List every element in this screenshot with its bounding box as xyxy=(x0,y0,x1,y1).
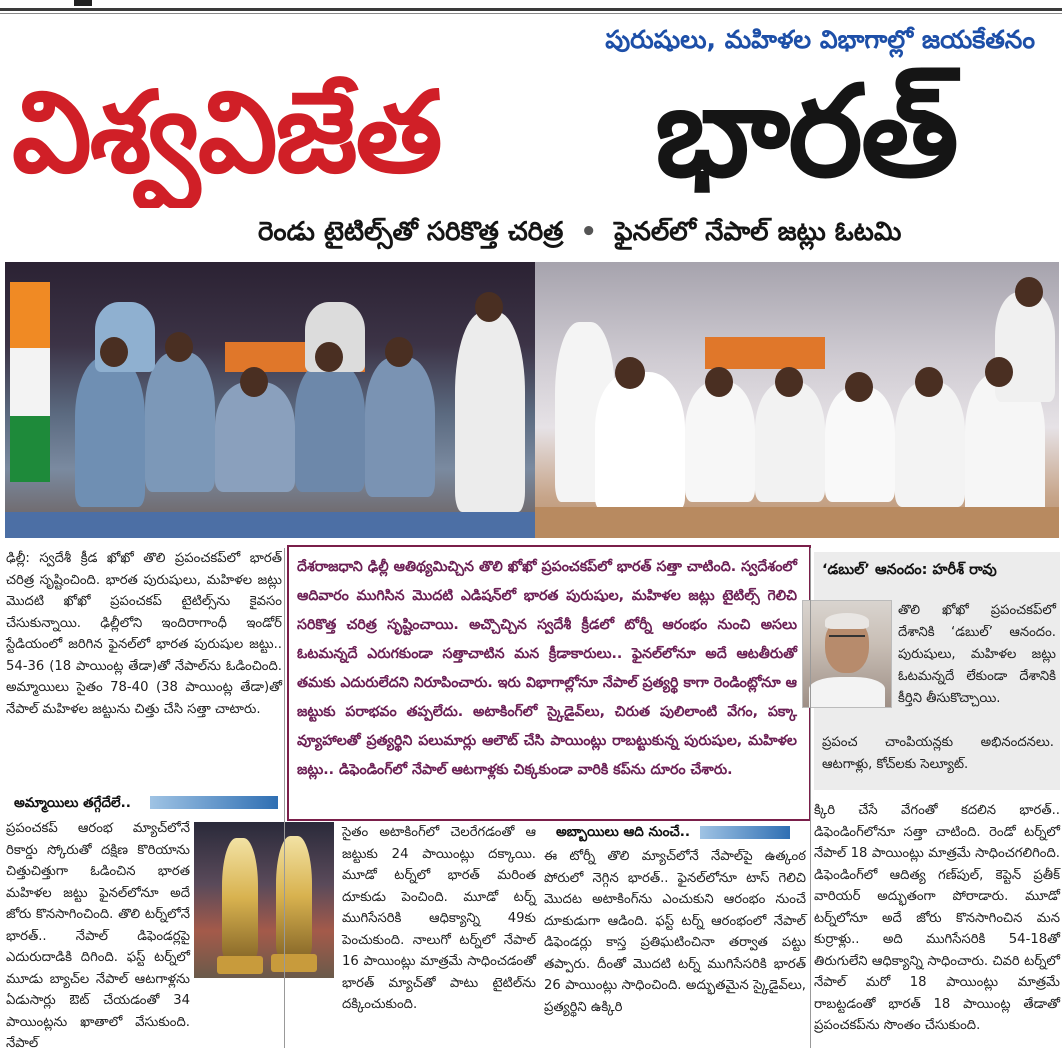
column-divider xyxy=(810,548,811,1048)
girls-section-bar xyxy=(150,796,278,809)
subhead-part2: ఫైనల్‌లో నేపాల్ జట్లు ఓటమి xyxy=(614,217,902,247)
headline-black: భారత్ xyxy=(655,58,957,205)
column-divider xyxy=(284,548,285,1048)
kicker-line: పురుషులు, మహిళల విభాగాల్లో జయకేతనం xyxy=(605,25,1035,54)
boys-section-bar xyxy=(700,826,790,839)
boys-section-heading: అబ్బాయిలు ఆది నుంచే.. xyxy=(556,824,690,840)
men-team-photo xyxy=(5,262,535,538)
girls-paragraph: ప్రపంచకప్ ఆరంభ మ్యాచ్‌లోనే రికార్డు స్కోరుతో దక్షిణ కొరియాను చిత్తుచిత్తుగా ఓడించిన భారత మహిళల జట్టు ఫైనల్‌లోనూ అదే జోరు కొనసాగించింది. తొలి టర్న్‌లోనే భారత్.. నేపాల్ డిఫెండర్లపై ఎదురుదాడికి దిగింది. ఫస్ట్ టర్న్‌లో మూడు బ్యాచ్‌ల నేపాల్ ఆటగాళ్లను ఏడుసార్లు ఔట్ చేయడంతో 34 పాయింట్లను ఖాతాలో వేసుకుంది. నేపాల్ xyxy=(6,821,190,1051)
boys-paragraph: ఈ టోర్నీ తొలి మ్యాచ్‌లోనే నేపాల్‌పై ఉత్కంఠ పోరులో నెగ్గిన భారత్.. ఫైనల్‌లోనూ టాస్ గెలిచి మొదట అటాకింగ్‌ను ఎంచుకుని ఆరంభం నుంచే దూకుడుగా ఆడింది. ఫస్ట్ టర్న్ ఆరంభంలో నేపాల్ డిఫెండర్లు కాస్త ప్రతిఘటించినా తర్వాత పట్టు తప్పారు. దీంతో మొదటి టర్న్ ముగిసేసరికి భారత్ 26 పాయింట్లు సాధించింది. అద్భుతమైన స్కైడైవ్‌లు, ప్రత్యర్థిని ఉక్కిరి xyxy=(544,849,806,1015)
lead-box xyxy=(287,545,811,821)
indian-flag-image xyxy=(10,282,50,482)
harish-rao-photo xyxy=(802,600,892,708)
subhead-part1: రెండు టైటిల్స్‌తో సరికొత్త చరిత్ర xyxy=(258,217,564,247)
harish-rao-quote-cont: ప్రపంచ చాంపియన్లకు అభినందనలు. ఆటగాళ్లు, కోచ్‌లకు సెల్యూట్. xyxy=(822,735,1054,772)
harish-rao-box xyxy=(814,552,1060,790)
girls-section-heading: అమ్మాయిలు తగ్గేదేలే.. xyxy=(14,795,131,811)
subheadline xyxy=(258,210,1058,254)
page-top-rule xyxy=(0,0,1062,14)
harish-rao-quote: తొలి ఖోఖో ప్రపంచకప్‌లో దేశానికి ‘డబుల్’ ఆనందం. పురుషులు, మహిళల జట్లు ఓటమన్నదే లేకుండా దేశానికి కీర్తిని తీసుకొచ్చాయి. xyxy=(898,603,1056,706)
women-team-photo xyxy=(535,262,1059,538)
headline-red: విశ్వవిజేత xyxy=(12,68,441,198)
subhead-separator: • xyxy=(580,217,598,247)
lead-box-text: దేశరాజధాని ఢిల్లీ ఆతిథ్యమిచ్చిన తొలి ఖోఖో ప్రపంచకప్‌లో భారత్ సత్తా చాటింది. స్వదేశంలో ఆదివారం ముగిసిన మొదటి ఎడిషన్‌లో భారత పురుషుల, మహిళల జట్లు టైటిల్స్ గెలిచి సరికొత్త చరిత్ర సృష్టించాయి. అచ్చొచ్చిన స్వదేశీ క్రీడలో టోర్నీ ఆరంభం నుంచి అసలు ఓటమన్నదే ఎరుగకుండా సత్తాచాటిన మన క్రీడాకారులు.. ఫైనల్‌లోనూ అదే ఆటతీరుతో తమకు ఎదురులేదని నిరూపించారు. ఇరు విభాగాల్లోనూ నేపాల్ ప్రత్యర్థి కాగా రెండింట్లోనూ ఆ జట్టుకు పరాభవం తప్పలేదు. అటాకింగ్‌లో స్కైడైవ్‌లు, చిరుత పులిలాంటి వేగం, పక్కా వ్యూహాలతో ప్రత్యర్థిని పలుమార్లు ఆలౌట్ చేసి పాయింట్లు రాబట్టుకున్న పురుషుల, మహిళల జట్లు.. డిఫెండింగ్‌లో నేపాల్ ఆటగాళ్లకు చిక్కకుండా వారికి కప్‌ను దూరం చేశారు. xyxy=(297,559,797,778)
trophies-photo xyxy=(194,822,334,978)
harish-rao-title: ‘డబుల్’ ఆనందం: హరీశ్ రావు xyxy=(822,562,997,578)
column-3-paragraph: సైతం అటాకింగ్‌లో చెలరేగడంతో ఆ జట్టుకు 24 పాయింట్లు దక్కాయి. మూడో టర్న్‌లో భారత్ మరింత దూకుడు పెంచింది. మూడో టర్న్ ముగిసేసరికి ఆధిక్యాన్ని 49కు పెంచుకుంది. నాలుగో టర్న్‌లో నేపాల్ 16 పాయింట్లు మాత్రమే సాధించడంతో భారత్ మ్యాచ్‌తో పాటు టైటిల్‌ను దక్కించుకుంది. xyxy=(342,825,536,1012)
column-5-paragraph: క్కిరి చేసే వేగంతో కదలిన భారత్.. డిఫెండింగ్‌లోనూ సత్తా చాటింది. రెండో టర్న్‌లో నేపాల్ 18 పాయింట్లు మాత్రమే సాధించగలిగింది. డిఫెండింగ్‌లో ఆదిత్య గణ్‌పుల్, కెప్టెన్ ప్రతీక్ వారియర్ అద్భుతంగా పోరాడారు. మూడో టర్న్‌లోనూ అదే జోరు కొనసాగించిన మన కుర్రాళ్లు.. అది ముగిసేసరికి 54-18తో తిరుగులేని ఆధిక్యాన్ని సాధించారు. చివరి టర్న్‌లో నేపాల్ మరో 18 పాయింట్లు మాత్రమే రాబట్టడంతో భారత్ 18 పాయింట్ల తేడాతో ప్రపంచకప్‌ను సొంతం చేసుకుంది. xyxy=(814,803,1060,1033)
intro-paragraph: ఢిల్లీ: స్వదేశీ క్రీడ ఖోఖో తొలి ప్రపంచకప్‌లో భారత్ చరిత్ర సృష్టించింది. భారత పురుషులు, మహిళల జట్లు మొదటి ఖోఖో ప్రపంచకప్ టైటిల్స్‌ను కైవసం చేసుకున్నాయి. ఢిల్లీలోని ఇందిరాగాంధీ ఇండోర్ స్టేడియంలో జరిగిన ఫైనల్‌లో భారత పురుషుల జట్టు.. 54-36 (18 పాయింట్ల తేడా)తో నేపాల్‌ను ఓడించింది. అమ్మాయిలు సైతం 78-40 (38 పాయింట్ల తేడా)తో నేపాల్ మహిళల జట్టును చిత్తు చేసి సత్తా చాటారు. xyxy=(6,551,282,717)
